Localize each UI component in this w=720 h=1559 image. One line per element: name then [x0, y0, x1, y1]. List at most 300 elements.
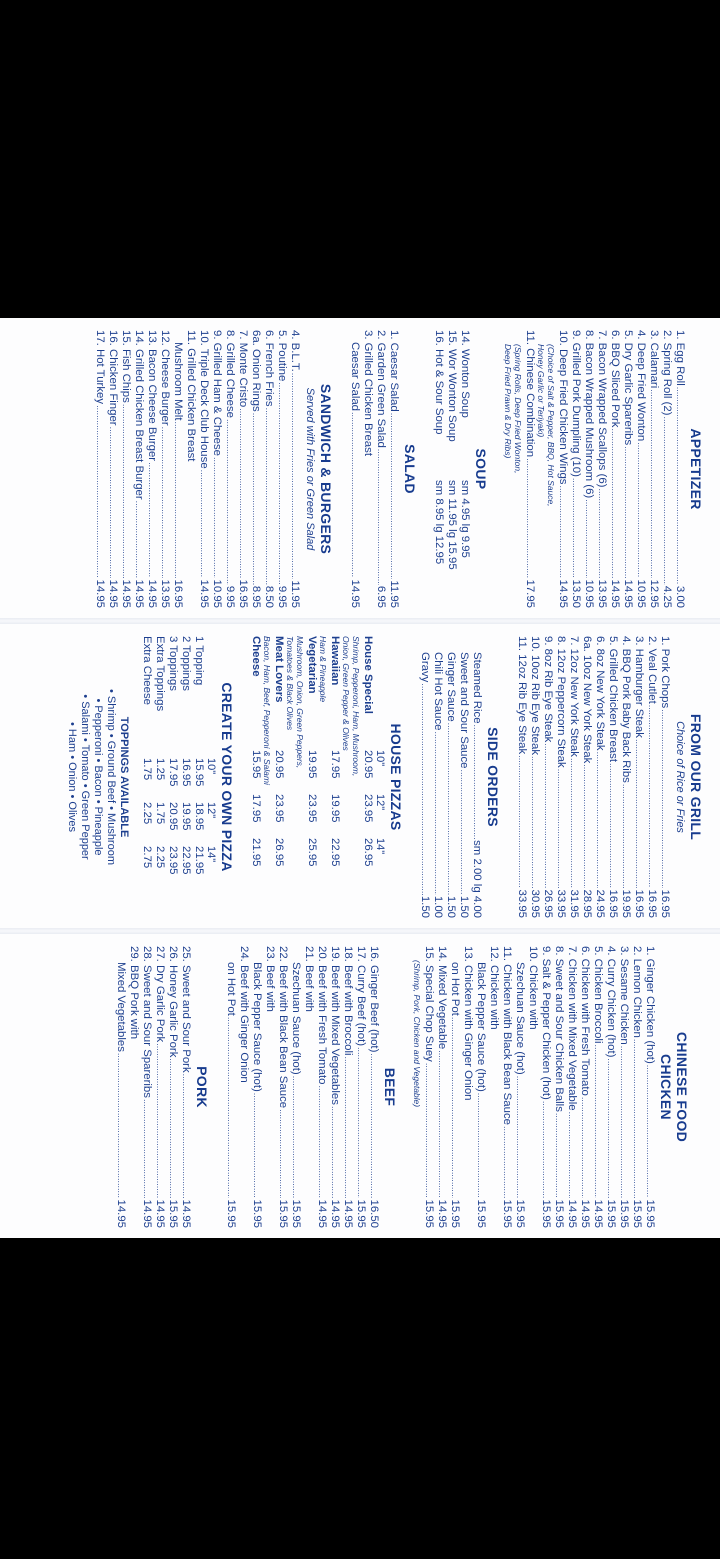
- item-label: 15. Wor Wonton Soup: [446, 330, 458, 442]
- item-price: 16.95: [172, 579, 184, 608]
- item-price: 14.95: [342, 1199, 354, 1228]
- menu-item: [431, 636, 444, 918]
- menu-item: [595, 330, 608, 608]
- item-label: 6. 8oz New York Steak: [594, 636, 606, 751]
- item-label: 9. Grilled Ham & Cheese: [211, 330, 223, 456]
- menu-item: [179, 946, 192, 1228]
- menu-item: [387, 330, 400, 608]
- item-label: Mushroom Melt: [172, 342, 184, 421]
- item-price: 14.95: [94, 579, 106, 608]
- item-price: 14.95: [141, 1199, 153, 1228]
- grill-subtitle: Choice of Rice or Fries: [674, 721, 686, 833]
- item-price: 4.25: [661, 585, 673, 608]
- menu-item: [153, 946, 166, 1228]
- item-price: sm 2.00 lg 4.00: [471, 840, 483, 918]
- item-price: 16.95: [659, 889, 671, 918]
- item-label: 5. Poutine: [276, 330, 288, 382]
- item-label: 18. Beef with Broccoli: [342, 946, 354, 1056]
- item-price: 16.95: [646, 889, 658, 918]
- item-price: 15.95: [167, 1199, 179, 1228]
- item-price: 10.95: [635, 579, 647, 608]
- item-label: 9. Grilled Pork Dumpling (10): [570, 330, 582, 477]
- menu-item: [106, 330, 119, 608]
- menu-item: [461, 946, 474, 1228]
- item-label: 2. Garden Green Salad: [375, 330, 387, 448]
- item-label: 7. Monte Cristo: [237, 330, 249, 408]
- item-price: 19.95: [306, 750, 318, 779]
- menu-item: [617, 946, 630, 1228]
- item-label: 17. Curry Beef (hot): [355, 946, 367, 1047]
- item-label: 1. Caesar Salad: [388, 330, 400, 412]
- item-price: 23.95: [273, 794, 285, 823]
- menu-item: [132, 330, 145, 608]
- item-label: 15. Fish Chips: [120, 330, 132, 403]
- menu-item: [236, 330, 249, 608]
- chicken-list: [422, 946, 656, 1228]
- item-price: 17.95: [329, 750, 341, 779]
- item-price: 18.95: [193, 802, 205, 831]
- item-label: Szechuan Sauce (hot): [514, 962, 526, 1075]
- item-price: 14.95: [349, 579, 361, 608]
- chop-suey-note: (Shrimp, Pork, Chicken and Vegetable): [412, 960, 422, 1108]
- menu-item: [422, 946, 435, 1228]
- item-price: 17.95: [167, 758, 179, 787]
- item-label: 8. Grilled Cheese: [224, 330, 236, 419]
- topping-line: • Shrimp • Ground Beef • Mushroom: [105, 688, 117, 865]
- item-label: 14. Mixed Vegetable: [436, 946, 448, 1050]
- size-12: 12": [205, 802, 217, 819]
- menu-item: [140, 946, 153, 1228]
- menu-item: [435, 946, 448, 1228]
- menu-item: [500, 946, 513, 1228]
- item-price: 1.00: [432, 895, 444, 918]
- size-14: 14": [374, 838, 386, 855]
- item-label: Ginger Sauce: [445, 652, 457, 722]
- menu-item: [158, 330, 171, 608]
- menu-item: [210, 330, 223, 608]
- item-price: 22.95: [329, 838, 341, 867]
- menu-item: [263, 946, 276, 1228]
- menu-item: [647, 330, 660, 608]
- pizza-note: Ham & Pineapple: [318, 636, 328, 703]
- menu-item: [114, 946, 127, 1228]
- panel-chinese-food: [0, 934, 720, 1238]
- item-label: 10. Chicken with: [527, 946, 539, 1030]
- pizza-item: [249, 636, 262, 918]
- item-label: 5. Grilled Chicken Breast: [607, 636, 619, 762]
- menu-item: [643, 946, 656, 1228]
- item-label: 7. Chicken with Mixed Vegetable: [566, 946, 578, 1111]
- menu-item: [621, 330, 634, 608]
- menu-item: [593, 636, 606, 918]
- item-price: 1.25: [154, 758, 166, 781]
- item-label: 7. Bacon Wrapped Scallops (6): [596, 330, 608, 488]
- menu-item: [432, 330, 445, 608]
- item-price: 8.95: [250, 585, 262, 608]
- soup-list: [432, 330, 471, 608]
- item-price: 10.95: [583, 579, 595, 608]
- menu-item: [474, 946, 487, 1228]
- item-price: 8.50: [263, 585, 275, 608]
- size-10: 10": [205, 758, 217, 775]
- item-price: 14.95: [609, 579, 621, 608]
- panel-grill-pizza: [0, 624, 720, 928]
- item-price: 10.95: [211, 579, 223, 608]
- item-price: 15.95: [540, 1199, 552, 1228]
- item-price: 23.95: [306, 794, 318, 823]
- item-label: House Special: [362, 636, 374, 714]
- item-label: 2. Veal Cutlet: [646, 636, 658, 704]
- pizza-item: [140, 636, 153, 918]
- item-price: 14.95: [566, 1199, 578, 1228]
- menu-item: [513, 946, 526, 1228]
- item-label: Black Pepper Sauce (hot): [475, 962, 487, 1092]
- menu-item: [224, 946, 237, 1228]
- pizza-note: Onion, Green Pepper & Olives: [341, 636, 351, 751]
- item-price: 14.95: [592, 1199, 604, 1228]
- item-label: 20. Beef with Fresh Tomato: [316, 946, 328, 1085]
- item-price: 9.95: [224, 585, 236, 608]
- item-price: 15.95: [644, 1199, 656, 1228]
- menu-item: [515, 636, 528, 918]
- menu-item: [632, 636, 645, 918]
- salad-heading: SALAD: [402, 444, 418, 494]
- item-label: Meat Lovers: [273, 636, 285, 703]
- item-price: 16.95: [237, 579, 249, 608]
- pizza-note: Tomatoes & Black Olives: [285, 636, 295, 731]
- create-size-header: [205, 636, 217, 918]
- menu-item: [418, 636, 431, 918]
- pizza-item: [179, 636, 192, 918]
- size-12: 12": [374, 794, 386, 811]
- item-label: 2 Toppings: [180, 636, 192, 691]
- item-price: 16.95: [633, 889, 645, 918]
- item-label: Chili Hot Sauce: [432, 652, 444, 731]
- menu-sheet: [0, 318, 720, 1238]
- combo-note: (Spring Rolls, Deep Fried Wonton,: [513, 344, 523, 474]
- item-label: 2. Lemon Chicken: [631, 946, 643, 1038]
- menu-item: [184, 330, 197, 608]
- menu-item: [526, 946, 539, 1228]
- pizza-item: [305, 636, 318, 918]
- burger-list: [93, 330, 171, 608]
- menu-item: [223, 330, 236, 608]
- item-price: 15.95: [250, 750, 262, 779]
- pizza-note: Bacon, Ham, Beef, Pepperoni & Salami: [262, 636, 272, 785]
- item-price: 20.95: [167, 802, 179, 831]
- menu-item: [608, 330, 621, 608]
- item-price: 15.95: [355, 1199, 367, 1228]
- item-price: 1.50: [458, 895, 470, 918]
- menu-photo: [0, 318, 720, 1238]
- item-label: 15. Special Chop Suey: [423, 946, 435, 1062]
- item-label: on Hot Pot: [449, 962, 461, 1016]
- item-price: 12.95: [648, 579, 660, 608]
- item-price: 14.95: [154, 1199, 166, 1228]
- menu-item: [567, 636, 580, 918]
- item-price: 19.95: [329, 794, 341, 823]
- beef-heading: BEEF: [382, 1067, 398, 1107]
- item-price: 15.95: [618, 1199, 630, 1228]
- item-label: Cheese: [250, 636, 262, 677]
- item-price: 14.95: [579, 1199, 591, 1228]
- menu-item: [276, 946, 289, 1228]
- item-label: Gravy: [419, 652, 431, 683]
- item-price: 15.95: [449, 1199, 461, 1228]
- house-pizza-list: [249, 636, 374, 918]
- menu-item-caesar: [348, 330, 361, 608]
- item-label: 9. Salt & Pepper Chicken (hot): [540, 946, 552, 1100]
- item-label: 3. Hamburger Steak: [633, 636, 645, 738]
- menu-item: [374, 330, 387, 608]
- menu-item: [197, 330, 210, 608]
- item-label: 14. Grilled Chicken Breast Burger: [133, 330, 145, 500]
- item-label: 8. 12oz Peppercorn Steak: [555, 636, 567, 768]
- item-label: Black Pepper Sauce (hot): [251, 962, 263, 1092]
- item-price: 30.95: [529, 889, 541, 918]
- item-price: 20.95: [273, 750, 285, 779]
- item-label: 7. 12oz New York Steak: [568, 636, 580, 757]
- item-label: Sweet and Sour Sauce: [458, 652, 470, 769]
- item-price: 17.95: [250, 794, 262, 823]
- item-price: 14.95: [115, 1199, 127, 1228]
- item-label: 22. Beef with Black Bean Sauce: [277, 946, 289, 1109]
- menu-item: [554, 636, 567, 918]
- panel-appetizers: [0, 318, 720, 618]
- pizza-note: Mushroom, Onion, Green Peppers,: [295, 636, 305, 769]
- item-price: 14.95: [316, 1199, 328, 1228]
- menu-item: [470, 636, 483, 918]
- pizza-item: [192, 636, 205, 918]
- item-price: 2.25: [141, 802, 153, 825]
- item-price: 1.50: [419, 895, 431, 918]
- create-pizza-list: [140, 636, 205, 918]
- item-price: 9.95: [276, 585, 288, 608]
- item-label: Hawaiian: [329, 636, 341, 686]
- menu-item: [127, 946, 140, 1228]
- item-price: 15.95: [631, 1199, 643, 1228]
- item-label: 17. Hot Turkey: [94, 330, 106, 405]
- item-label: 8. Bacon Wrapped Mushroom (6): [583, 330, 595, 499]
- pizza-item: [166, 636, 179, 918]
- item-label: 4. B.L.T.: [289, 330, 301, 372]
- item-price: 15.95: [193, 758, 205, 787]
- item-label: 19. Beef with Mixed Vegetables: [329, 946, 341, 1105]
- item-price: 33.95: [555, 889, 567, 918]
- item-label: 5. Chicken Broccoli: [592, 946, 604, 1044]
- item-label: 9. 8oz Rib Eye Steak: [542, 636, 554, 743]
- pizza-item: [272, 636, 285, 918]
- menu-item: [354, 946, 367, 1228]
- item-label: 25. Sweet and Sour Pork: [180, 946, 192, 1073]
- item-price: 16.95: [607, 889, 619, 918]
- menu-item: [487, 946, 500, 1228]
- item-label: 3. Grilled Chicken Breast: [362, 330, 374, 456]
- topping-line: • Pepperoni • Bacon • Pineapple: [92, 698, 104, 856]
- item-label: 10. 10oz Rib Eye Steak: [529, 636, 541, 756]
- menu-item: [237, 946, 250, 1228]
- item-price: 19.95: [620, 889, 632, 918]
- item-price: 13.95: [159, 579, 171, 608]
- item-price: 15.95: [514, 1199, 526, 1228]
- menu-item: [328, 946, 341, 1228]
- item-label: 4. BBQ Pork Baby Back Ribs: [620, 636, 632, 783]
- item-label: 23. Beef with: [264, 946, 276, 1012]
- pizza-size-header: [374, 636, 386, 918]
- menu-item: [250, 946, 263, 1228]
- pizza-item: [361, 636, 374, 918]
- item-label: Extra Toppings: [154, 636, 166, 712]
- pork-heading: PORK: [194, 1066, 210, 1108]
- item-price: sm 4.95 lg 9.95: [459, 480, 471, 558]
- item-price: 15.95: [225, 1199, 237, 1228]
- item-price: 22.95: [180, 846, 192, 875]
- menu-item: [367, 946, 380, 1228]
- beef-list: [224, 946, 380, 1228]
- topping-line: • Salami • Tomato • Green Pepper: [79, 694, 91, 860]
- item-price: 26.95: [273, 838, 285, 867]
- item-label: 21. Beef with: [303, 946, 315, 1012]
- menu-item: [645, 636, 658, 918]
- size-10: 10": [374, 750, 386, 767]
- item-label: 1 Topping: [193, 636, 205, 686]
- combo-note-2: Deep Fried Prawn & Dry Ribs): [503, 344, 513, 459]
- grill-list: [515, 636, 671, 918]
- item-label: 13. Chicken with Ginger Onion: [462, 946, 474, 1101]
- menu-item: [673, 330, 686, 608]
- item-price: 15.95: [290, 1199, 302, 1228]
- soup-heading: SOUP: [473, 448, 489, 490]
- item-label: 4. Deep Fried Wonton: [635, 330, 647, 442]
- menu-item: [341, 946, 354, 1228]
- item-price: 17.95: [524, 579, 536, 608]
- item-price: 3.00: [674, 585, 686, 608]
- item-label: 3. Sesame Chicken: [618, 946, 630, 1045]
- item-label: 14. Wonton Soup: [459, 330, 471, 418]
- item-price: 14.95: [146, 579, 158, 608]
- item-label: 5. Dry Garlic Spareribs: [622, 330, 634, 446]
- item-price: 13.95: [596, 579, 608, 608]
- item-label: 12. Chicken with: [488, 946, 500, 1030]
- pork-list: [114, 946, 192, 1228]
- item-label: 16. Chicken Finger: [107, 330, 119, 426]
- item-label: 24. Beef with Ginger Onion: [238, 946, 250, 1083]
- wings-note: (Choice of Salt & Pepper, BBQ, Hot Sauce,: [546, 344, 556, 507]
- menu-item: [565, 946, 578, 1228]
- menu-item: [591, 946, 604, 1228]
- menu-item: [361, 330, 374, 608]
- pizza-item: [328, 636, 341, 918]
- item-label: 2. Spring Roll (2): [661, 330, 673, 416]
- item-price: 13.50: [570, 579, 582, 608]
- item-label: 13. Bacon Cheese Burger: [146, 330, 158, 462]
- menu-item: [604, 946, 617, 1228]
- side-orders-heading: SIDE ORDERS: [485, 727, 501, 827]
- item-price: 14.95: [622, 579, 634, 608]
- menu-item: [457, 636, 470, 918]
- menu-item: [93, 330, 106, 608]
- item-label: 6. Chicken with Fresh Tomato: [579, 946, 591, 1096]
- item-price: 21.95: [250, 838, 262, 867]
- item-price: 2.25: [154, 846, 166, 869]
- item-price: 14.95: [120, 579, 132, 608]
- item-price: 15.95: [553, 1199, 565, 1228]
- item-label: on Hot Pot: [225, 962, 237, 1016]
- wings-note-2: Honey Garlic or Teriyaki): [536, 344, 546, 438]
- item-price: 16.95: [180, 758, 192, 787]
- item-price: 1.75: [154, 802, 166, 825]
- item-price: 1.75: [141, 758, 153, 781]
- menu-item: [580, 636, 593, 918]
- item-label: 6. BBQ Sliced Pork: [609, 330, 621, 428]
- item-price: 19.95: [180, 802, 192, 831]
- menu-item: [658, 636, 671, 918]
- topping-line: • Ham • Onion • Olives: [66, 722, 78, 832]
- menu-item: [634, 330, 647, 608]
- menu-item: [458, 330, 471, 608]
- menu-item: [445, 330, 458, 608]
- item-price: 14.95: [198, 579, 210, 608]
- house-pizzas-heading: HOUSE PIZZAS: [388, 723, 404, 831]
- item-label: 1. Egg Roll: [674, 330, 686, 386]
- menu-item: [606, 636, 619, 918]
- item-price: 15.95: [501, 1199, 513, 1228]
- menu-item: [448, 946, 461, 1228]
- salad-list: [361, 330, 400, 608]
- item-price: 26.95: [542, 889, 554, 918]
- item-label: 6a. Onion Rings: [250, 330, 262, 412]
- item-label: 8. Sweet and Sour Chicken Balls: [553, 946, 565, 1112]
- item-price: 16.50: [368, 1199, 380, 1228]
- sandwich-list: [184, 330, 301, 608]
- item-label: 28. Sweet and Sour Spareribs: [141, 946, 153, 1098]
- item-price: 11.95: [289, 580, 301, 608]
- menu-item: [552, 946, 565, 1228]
- item-price: 11.95: [388, 580, 400, 608]
- item-label: 16. Ginger Beef (hot): [368, 946, 380, 1053]
- menu-item: [249, 330, 262, 608]
- item-label: Caesar Salad: [349, 342, 361, 412]
- appetizer-list: [556, 330, 686, 608]
- item-price: 14.95: [107, 579, 119, 608]
- item-price: 14.95: [557, 579, 569, 608]
- menu-item: [444, 636, 457, 918]
- menu-item: [289, 946, 302, 1228]
- item-label: 11. 12oz Rib Eye Steak: [516, 636, 528, 755]
- item-price: 33.95: [516, 889, 528, 918]
- item-price: sm 11.95 lg 15.95: [446, 480, 458, 570]
- item-price: 21.95: [193, 846, 205, 875]
- item-price: 6.95: [375, 585, 387, 608]
- menu-item: [539, 946, 552, 1228]
- menu-item: [630, 946, 643, 1228]
- menu-item: [660, 330, 673, 608]
- grill-heading: FROM OUR GRILL: [688, 713, 704, 841]
- item-price: 20.95: [362, 750, 374, 779]
- item-price: 31.95: [568, 889, 580, 918]
- sandwich-subtitle: Served with Fries or Green Salad: [304, 387, 316, 551]
- item-price: 15.95: [277, 1199, 289, 1228]
- menu-item: [541, 636, 554, 918]
- chicken-heading: CHICKEN: [658, 1054, 674, 1120]
- item-label: Steamed Rice: [471, 652, 483, 724]
- item-price: 26.95: [362, 838, 374, 867]
- item-label: 12. Cheese Burger: [159, 330, 171, 426]
- item-price: 23.95: [167, 846, 179, 875]
- item-label: 11. Chicken with Black Bean Sauce: [501, 946, 513, 1125]
- side-orders-list: [418, 636, 483, 918]
- menu-item: [578, 946, 591, 1228]
